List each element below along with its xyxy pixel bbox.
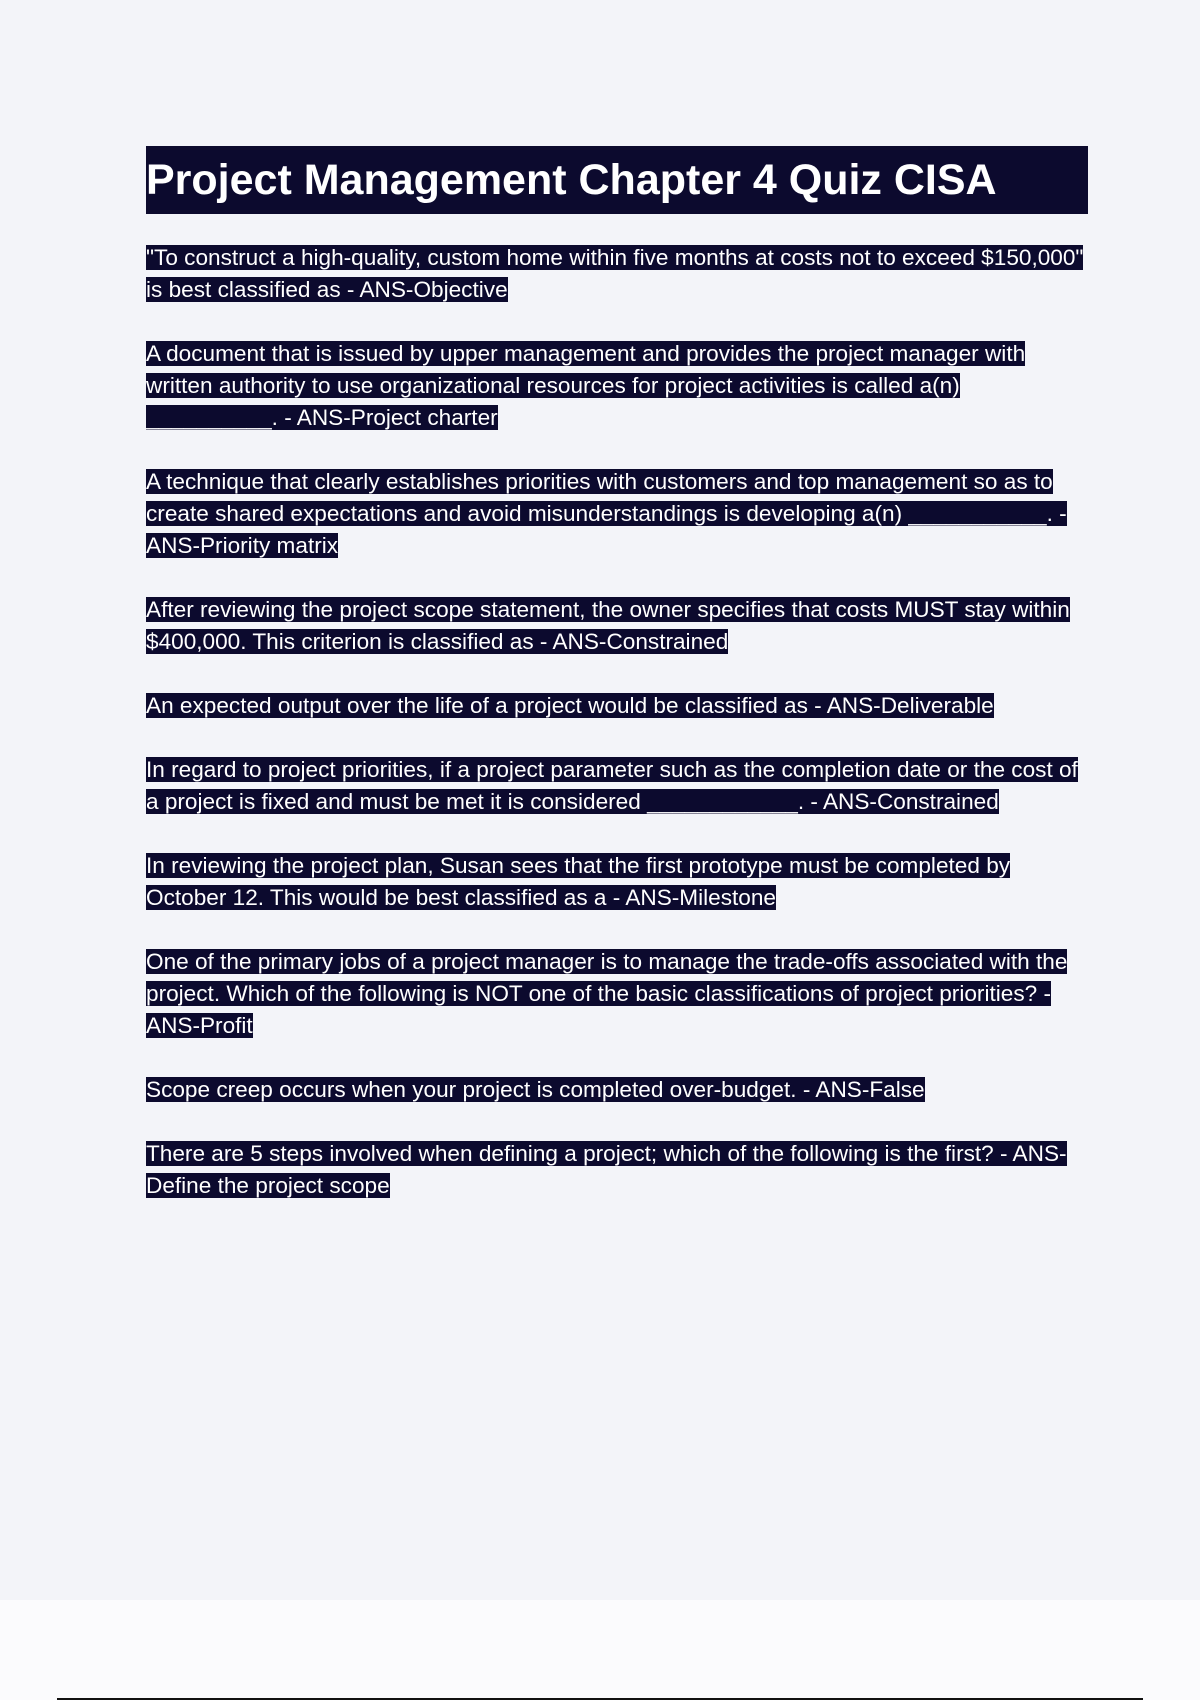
quiz-item (146, 850, 1090, 914)
document-content (146, 146, 1090, 1234)
quiz-item-text: An expected output over the life of a project would be classified as - ANS-Deliverable (146, 693, 994, 718)
quiz-item (146, 1138, 1090, 1202)
quiz-item (146, 946, 1090, 1042)
quiz-item (146, 466, 1090, 562)
quiz-item-text: There are 5 steps involved when defining a project; which of the following is the first? - ANS-Define the project scope (146, 1141, 1067, 1198)
quiz-item (146, 754, 1090, 818)
document-title: Project Management Chapter 4 Quiz CISA (146, 146, 1088, 214)
quiz-item (146, 690, 1090, 722)
quiz-item-text: In reviewing the project plan, Susan sees that the first prototype must be completed by October 12. This would be best classified as a - ANS-Milestone (146, 853, 1011, 910)
quiz-item-text: Scope creep occurs when your project is completed over-budget. - ANS-False (146, 1077, 925, 1102)
quiz-item-text: After reviewing the project scope statement, the owner specifies that costs MUST stay within $400,000. This criterion is classified as - ANS-Constrained (146, 597, 1070, 654)
quiz-item (146, 1074, 1090, 1106)
quiz-item-text: One of the primary jobs of a project manager is to manage the trade-offs associated with the project. Which of the following is NOT one of the basic classifications of project priorities? - ANS-Profit (146, 949, 1068, 1038)
quiz-item-text: In regard to project priorities, if a project parameter such as the completion date or the cost of a project is fixed and must be met it is considered ____________. - ANS-Constrained (146, 757, 1078, 814)
quiz-item-text: A document that is issued by upper management and provides the project manager with written authority to use organizational resources for project activities is called a(n) __________. - ANS-Project charter (146, 341, 1026, 430)
quiz-item-text: "To construct a high-quality, custom home within five months at costs not to exceed $150,000" is best classified as - ANS-Objective (146, 245, 1084, 302)
quiz-item (146, 338, 1090, 434)
quiz-item-text: A technique that clearly establishes priorities with customers and top management so as to create shared expectations and avoid misunderstandings is developing a(n) ___________. - ANS-Priority matrix (146, 469, 1067, 558)
quiz-item (146, 242, 1090, 306)
quiz-item (146, 594, 1090, 658)
